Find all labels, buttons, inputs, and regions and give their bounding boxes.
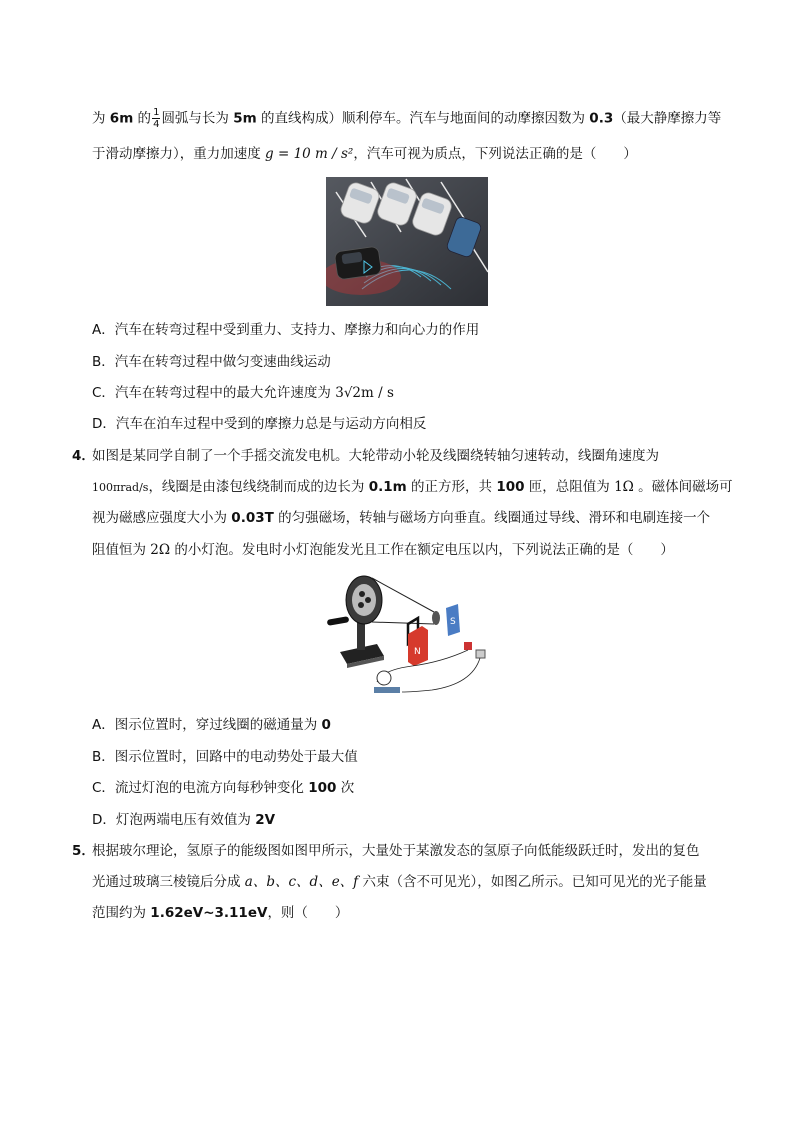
text: 。磁体间磁场可 bbox=[633, 479, 733, 495]
option-text: 汽车在泊车过程中受到的摩擦力总是与运动方向相反 bbox=[115, 416, 427, 432]
option-text: 次 bbox=[336, 780, 355, 796]
bulb-resistance: 2Ω bbox=[150, 542, 171, 558]
option-label: A． bbox=[92, 322, 115, 338]
text: 的 bbox=[133, 110, 152, 127]
option-value: 0 bbox=[321, 717, 331, 733]
angular-velocity: 100πrad/s bbox=[92, 481, 149, 494]
beam-letters: a、b、c、d、e、f bbox=[244, 874, 359, 890]
text: （最大静摩擦力等 bbox=[613, 110, 722, 127]
q4-line-2 bbox=[92, 477, 733, 498]
q3-option-d bbox=[92, 414, 426, 434]
question-number: 5． bbox=[72, 843, 95, 859]
gravity-formula: g = 10 m / s² bbox=[265, 146, 354, 162]
question-number: 4． bbox=[72, 448, 95, 464]
text: 为 bbox=[92, 110, 110, 127]
parking-lot-figure bbox=[326, 177, 488, 306]
q4-line-3 bbox=[92, 508, 710, 528]
text: 的直线构成）顺利停车。汽车与地面间的动摩擦因数为 bbox=[256, 110, 590, 127]
side-length: 0.1m bbox=[368, 479, 407, 495]
q3-option-b bbox=[92, 352, 331, 372]
text: 圆弧与长为 bbox=[161, 110, 234, 127]
text: 的匀强磁场，转轴与磁场方向垂直。线圈通过导线、滑环和电刷连接一个 bbox=[273, 510, 711, 526]
fraction-denominator: 4 bbox=[153, 119, 160, 130]
text: 于滑动摩擦力），重力加速度 bbox=[92, 146, 266, 162]
length-value: 5m bbox=[233, 110, 257, 127]
radius-value: 6m bbox=[109, 110, 134, 127]
q3-option-a bbox=[92, 320, 479, 340]
option-text: 图示位置时，穿过线圈的磁通量为 bbox=[114, 717, 322, 733]
text: 视为磁感应强度大小为 bbox=[92, 510, 232, 526]
text: 六束（含不可见光），如图乙所示。已知可见光的光子能量 bbox=[358, 874, 707, 890]
coil-resistance: 1Ω bbox=[614, 479, 634, 495]
option-text: 汽车在转弯过程中做匀变速曲线运动 bbox=[114, 354, 331, 370]
text: 匝，总阻值为 bbox=[524, 479, 615, 495]
q4-option-b bbox=[92, 747, 358, 767]
option-text: 汽车在转弯过程中的最大允许速度为 bbox=[114, 385, 336, 401]
option-value: 2V bbox=[255, 812, 276, 828]
q4-option-c bbox=[92, 778, 354, 798]
hand-generator-figure bbox=[322, 574, 494, 698]
q3-line-1 bbox=[92, 107, 721, 130]
option-text: 图示位置时，回路中的电动势处于最大值 bbox=[114, 749, 358, 765]
field-strength: 0.03T bbox=[231, 510, 274, 526]
q4-option-d bbox=[92, 810, 275, 830]
energy-range: 1.62eV~3.11eV bbox=[150, 905, 268, 921]
q4-option-a bbox=[92, 715, 331, 735]
max-speed-formula: 3√2m / s bbox=[335, 385, 394, 401]
quarter-fraction bbox=[152, 107, 160, 130]
option-label: C． bbox=[92, 780, 115, 796]
text: 的小灯泡。发电时小灯泡能发光且工作在额定电压以内，下列说法正确的是（ ） bbox=[170, 542, 674, 558]
q5-line-1: 根据玻尔理论，氢原子的能级图如图甲所示，大量处于某激发态的氢原子向低能级跃迁时，发出的复色 bbox=[92, 843, 700, 859]
q4-line-1: 如图是某同学自制了一个手摇交流发电机。大轮带动小轮及线圈绕转轴匀速转动，线圈角速度为 bbox=[92, 448, 659, 464]
q3-line-2 bbox=[92, 144, 637, 164]
option-label: B． bbox=[92, 354, 115, 370]
q5-line-3 bbox=[92, 903, 348, 923]
q4-line-4 bbox=[92, 540, 674, 560]
magnet-n-label: N bbox=[414, 647, 421, 657]
text: ，汽车可视为质点，下列说法正确的是（ ） bbox=[353, 146, 637, 162]
option-label: A． bbox=[92, 717, 115, 733]
text: ，线圈是由漆包线绕制而成的边长为 bbox=[148, 479, 369, 495]
text: ，则（ ） bbox=[267, 905, 349, 921]
option-value: 100 bbox=[308, 780, 337, 796]
friction-coefficient: 0.3 bbox=[589, 110, 614, 127]
option-label: C． bbox=[92, 385, 115, 401]
text: 光通过玻璃三棱镜后分成 bbox=[92, 874, 245, 890]
option-text: 流过灯泡的电流方向每秒钟变化 bbox=[114, 780, 309, 796]
q5-line-2 bbox=[92, 872, 707, 892]
magnet-s-label: S bbox=[450, 617, 456, 627]
q3-option-c bbox=[92, 383, 394, 403]
option-label: B． bbox=[92, 749, 115, 765]
text: 阻值恒为 bbox=[92, 542, 151, 558]
text: 范围约为 bbox=[92, 905, 151, 921]
option-text: 灯泡两端电压有效值为 bbox=[115, 812, 256, 828]
option-label: D． bbox=[92, 416, 116, 432]
fraction-numerator: 1 bbox=[153, 107, 160, 118]
option-label: D． bbox=[92, 812, 116, 828]
option-text: 汽车在转弯过程中受到重力、支持力、摩擦力和向心力的作用 bbox=[114, 322, 480, 338]
turns-count: 100 bbox=[496, 479, 525, 495]
text: 的正方形，共 bbox=[406, 479, 497, 495]
